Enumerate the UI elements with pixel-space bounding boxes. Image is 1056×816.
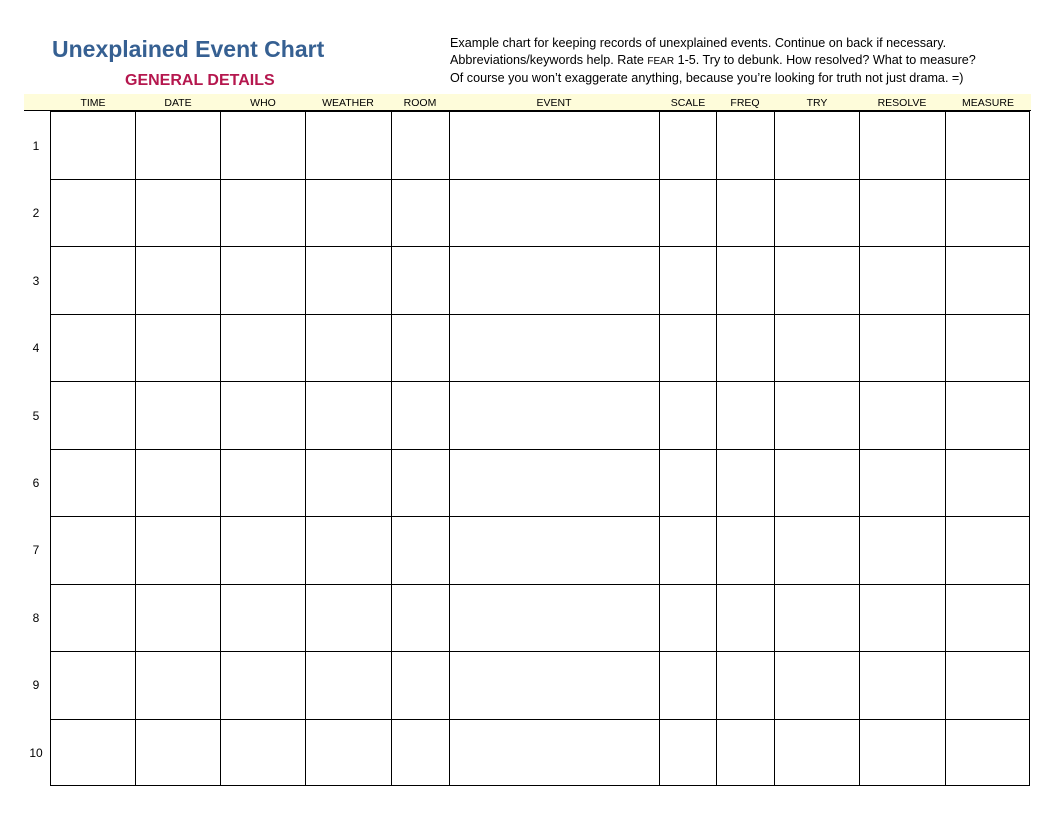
row-number-1: 1 [32,139,40,153]
row-divider [50,179,1030,180]
row-number-10: 10 [29,746,43,760]
row-number-3: 3 [32,274,40,288]
column-header-who: WHO [250,97,276,109]
row-divider [50,246,1030,247]
column-header-scale: SCALE [670,97,706,109]
row-number-5: 5 [32,409,40,423]
instructions-text [450,35,976,87]
fear-keyword: FEAR [647,56,675,67]
instructions-line-2-end: 1-5. Try to debunk. How resolved? What to measure? [674,53,976,67]
row-number-8: 8 [32,611,40,625]
row-number-9: 9 [32,678,40,692]
column-header-freq: FREQ [730,97,760,109]
column-header-date: DATE [164,97,192,109]
row-divider [50,516,1030,517]
instructions-line-2-start: Abbreviations/keywords help. Rate [450,53,648,67]
column-header-measure: MEASURE [962,97,1014,109]
column-header-event: EVENT [536,97,572,109]
page-title: Unexplained Event Chart [52,36,325,62]
row-divider [50,584,1030,585]
row-number-7: 7 [32,543,40,557]
section-subtitle: GENERAL DETAILS [125,72,275,89]
instructions-line-3: Of course you won’t exaggerate anything, because you’re looking for truth not just drama. =) [450,71,964,85]
row-number-2: 2 [32,206,40,220]
row-divider [50,314,1030,315]
instructions-line-2 [450,52,976,70]
row-number-4: 4 [32,341,40,355]
row-divider [50,651,1030,652]
row-number-6: 6 [32,476,40,490]
column-header-resolve: RESOLVE [877,97,927,109]
column-header-weather: WEATHER [322,97,374,109]
instructions-line-1: Example chart for keeping records of unexplained events. Continue on back if necessary. [450,36,947,50]
column-header-try: TRY [806,97,828,109]
row-divider [50,381,1030,382]
row-divider [50,719,1030,720]
column-header-time: TIME [80,97,106,109]
row-divider [50,449,1030,450]
column-header-room: ROOM [403,97,437,109]
